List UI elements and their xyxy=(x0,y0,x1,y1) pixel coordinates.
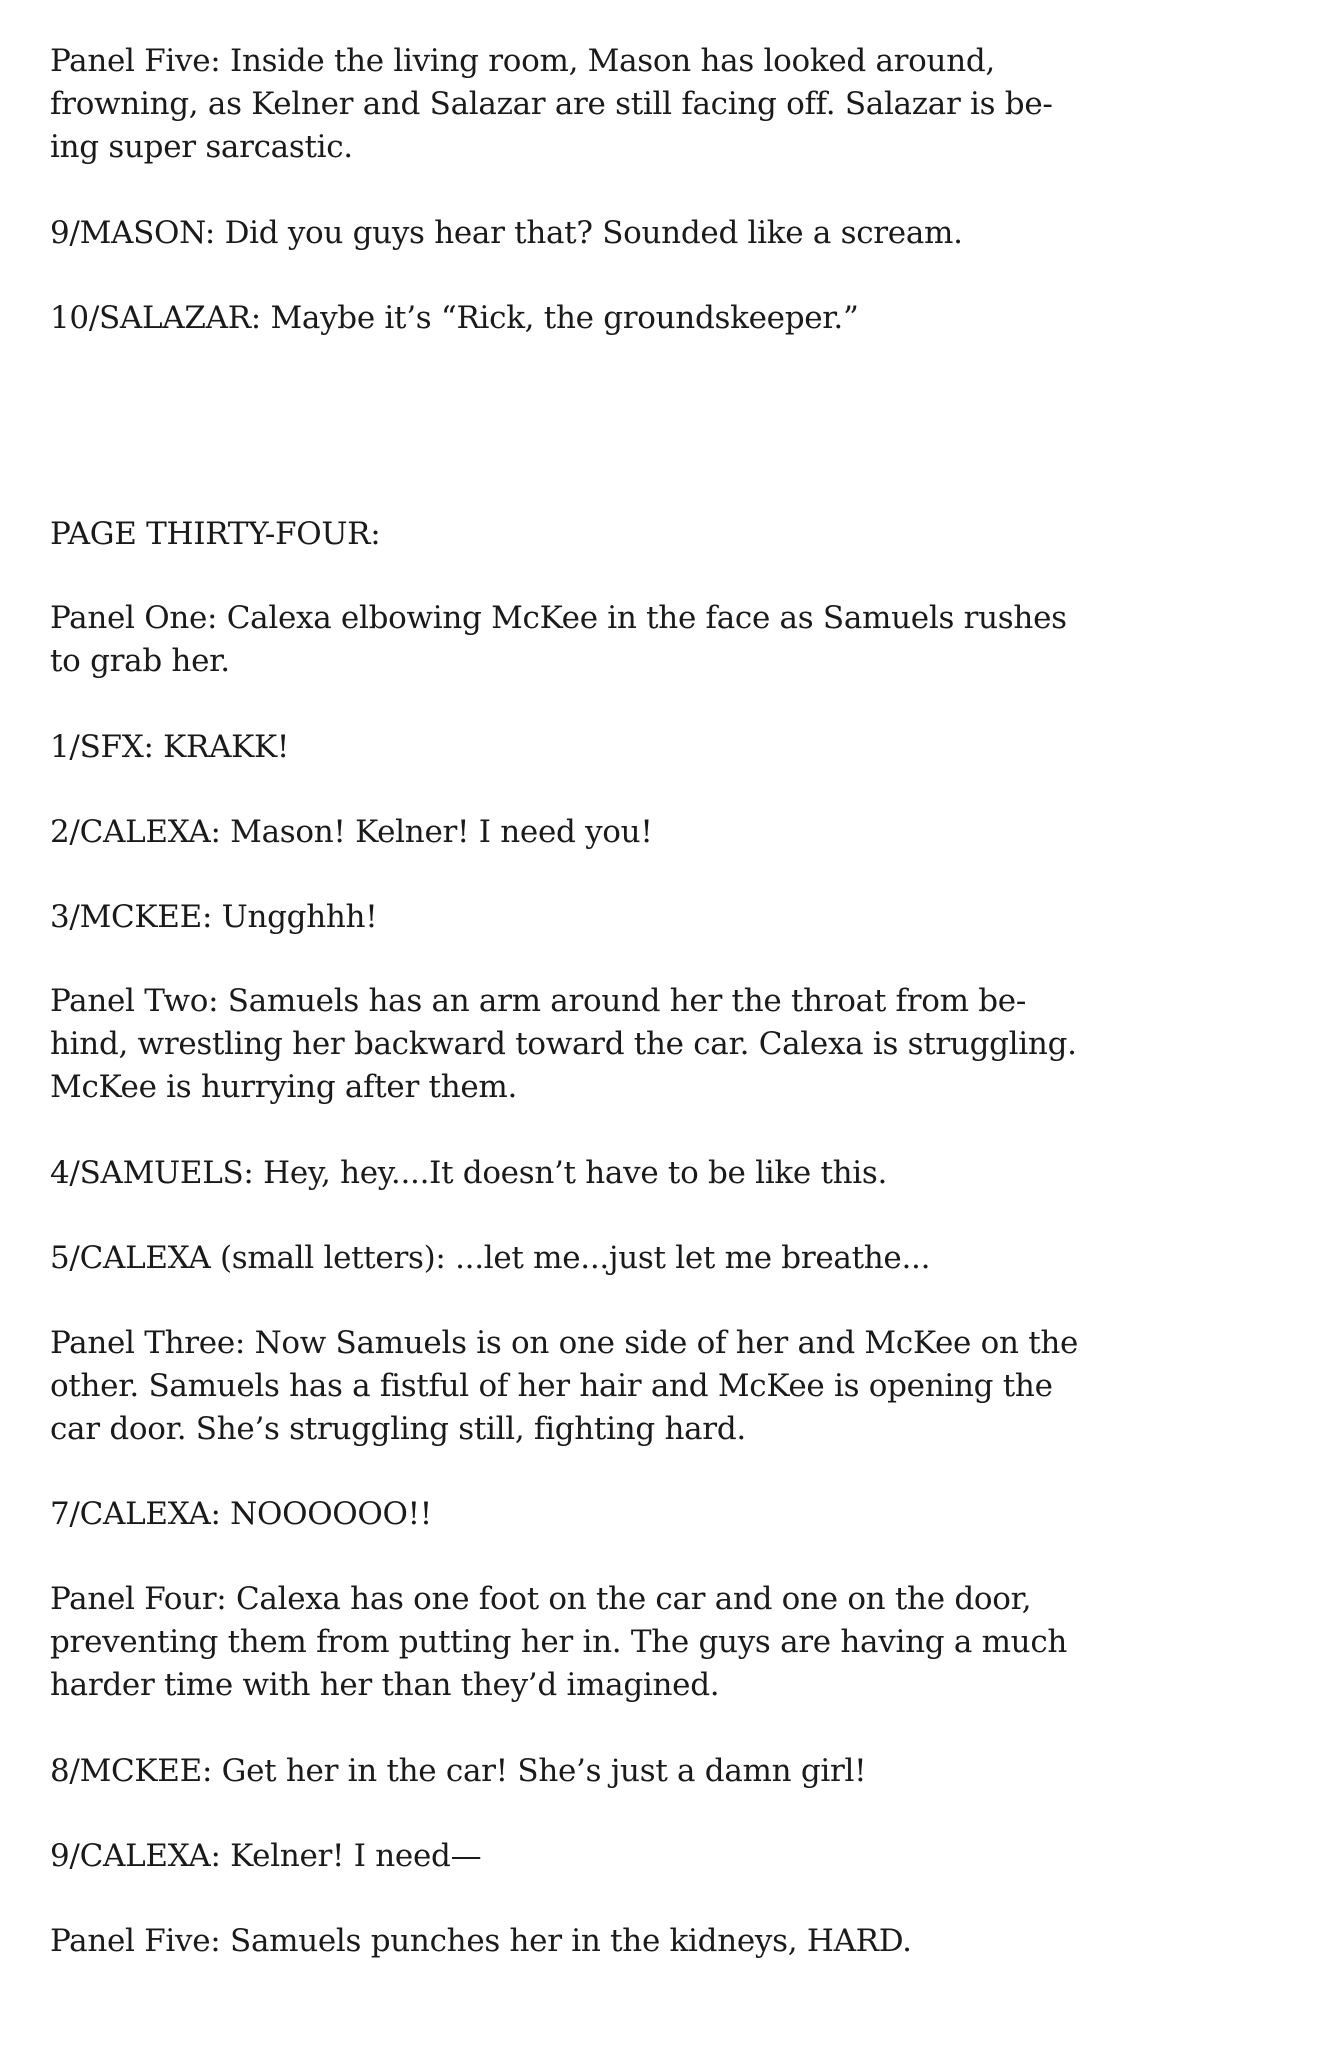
dialogue-calexa-scream xyxy=(50,1493,1190,1536)
text-line: 5/CALEXA (small letters): ...let me...just let me breathe... xyxy=(50,1240,931,1276)
text-line: car door. She’s struggling still, fighting hard. xyxy=(50,1411,746,1447)
text-line: other. Samuels has a fistful of her hair and McKee is opening the xyxy=(50,1368,1053,1404)
text-line: 8/MCKEE: Get her in the car! She’s just a damn girl! xyxy=(50,1753,867,1789)
text-line: Panel One: Calexa elbowing McKee in the face as Samuels rushes xyxy=(50,600,1067,636)
dialogue-samuels xyxy=(50,1152,1190,1195)
text-line: Panel Four: Calexa has one foot on the car and one on the door, xyxy=(50,1581,1032,1617)
text-line: 7/CALEXA: NOOOOOO!! xyxy=(50,1496,432,1532)
panel-one-description xyxy=(50,597,1190,683)
page-heading xyxy=(50,513,1190,556)
panel-three-description xyxy=(50,1322,1190,1451)
text-line: Panel Five: Samuels punches her in the kidneys, HARD. xyxy=(50,1923,912,1959)
text-line: 2/CALEXA: Mason! Kelner! I need you! xyxy=(50,814,653,850)
text-line: Panel Three: Now Samuels is on one side of her and McKee on the xyxy=(50,1325,1079,1361)
sfx-line xyxy=(50,726,1190,769)
text-line: 9/MASON: Did you guys hear that? Sounded like a scream. xyxy=(50,215,963,251)
panel-four-description xyxy=(50,1578,1190,1707)
panel-two-description xyxy=(50,980,1190,1109)
text-line: Panel Two: Samuels has an arm around her the throat from be- xyxy=(50,983,1027,1019)
text-line: 1/SFX: KRAKK! xyxy=(50,729,290,765)
dialogue-mckee-shout xyxy=(50,1750,1190,1793)
panel-five-final-description xyxy=(50,1920,1190,1963)
dialogue-calexa-cutoff xyxy=(50,1835,1190,1878)
dialogue-calexa-small xyxy=(50,1237,1190,1280)
text-line: 9/CALEXA: Kelner! I need— xyxy=(50,1838,482,1874)
text-line: Panel Five: Inside the living room, Mason has looked around, xyxy=(50,43,995,79)
text-line: 10/SALAZAR: Maybe it’s “Rick, the groundskeeper.” xyxy=(50,300,859,336)
text-line: harder time with her than they’d imagined. xyxy=(50,1667,720,1703)
text-line: to grab her. xyxy=(50,643,230,679)
dialogue-salazar xyxy=(50,297,1190,340)
dialogue-mckee xyxy=(50,896,1190,939)
text-line: hind, wrestling her backward toward the car. Calexa is struggling. xyxy=(50,1026,1077,1062)
text-line: 3/MCKEE: Ungghhh! xyxy=(50,899,378,935)
text-line: frowning, as Kelner and Salazar are still facing off. Salazar is be- xyxy=(50,86,1053,122)
text-line: ing super sarcastic. xyxy=(50,129,353,165)
panel-five-description xyxy=(50,40,1190,169)
text-line: McKee is hurrying after them. xyxy=(50,1069,518,1105)
text-line: PAGE THIRTY-FOUR: xyxy=(50,516,381,552)
dialogue-calexa xyxy=(50,811,1190,854)
text-line: preventing them from putting her in. The guys are having a much xyxy=(50,1624,1068,1660)
dialogue-mason xyxy=(50,212,1190,255)
text-line: 4/SAMUELS: Hey, hey....It doesn’t have to be like this. xyxy=(50,1155,888,1191)
